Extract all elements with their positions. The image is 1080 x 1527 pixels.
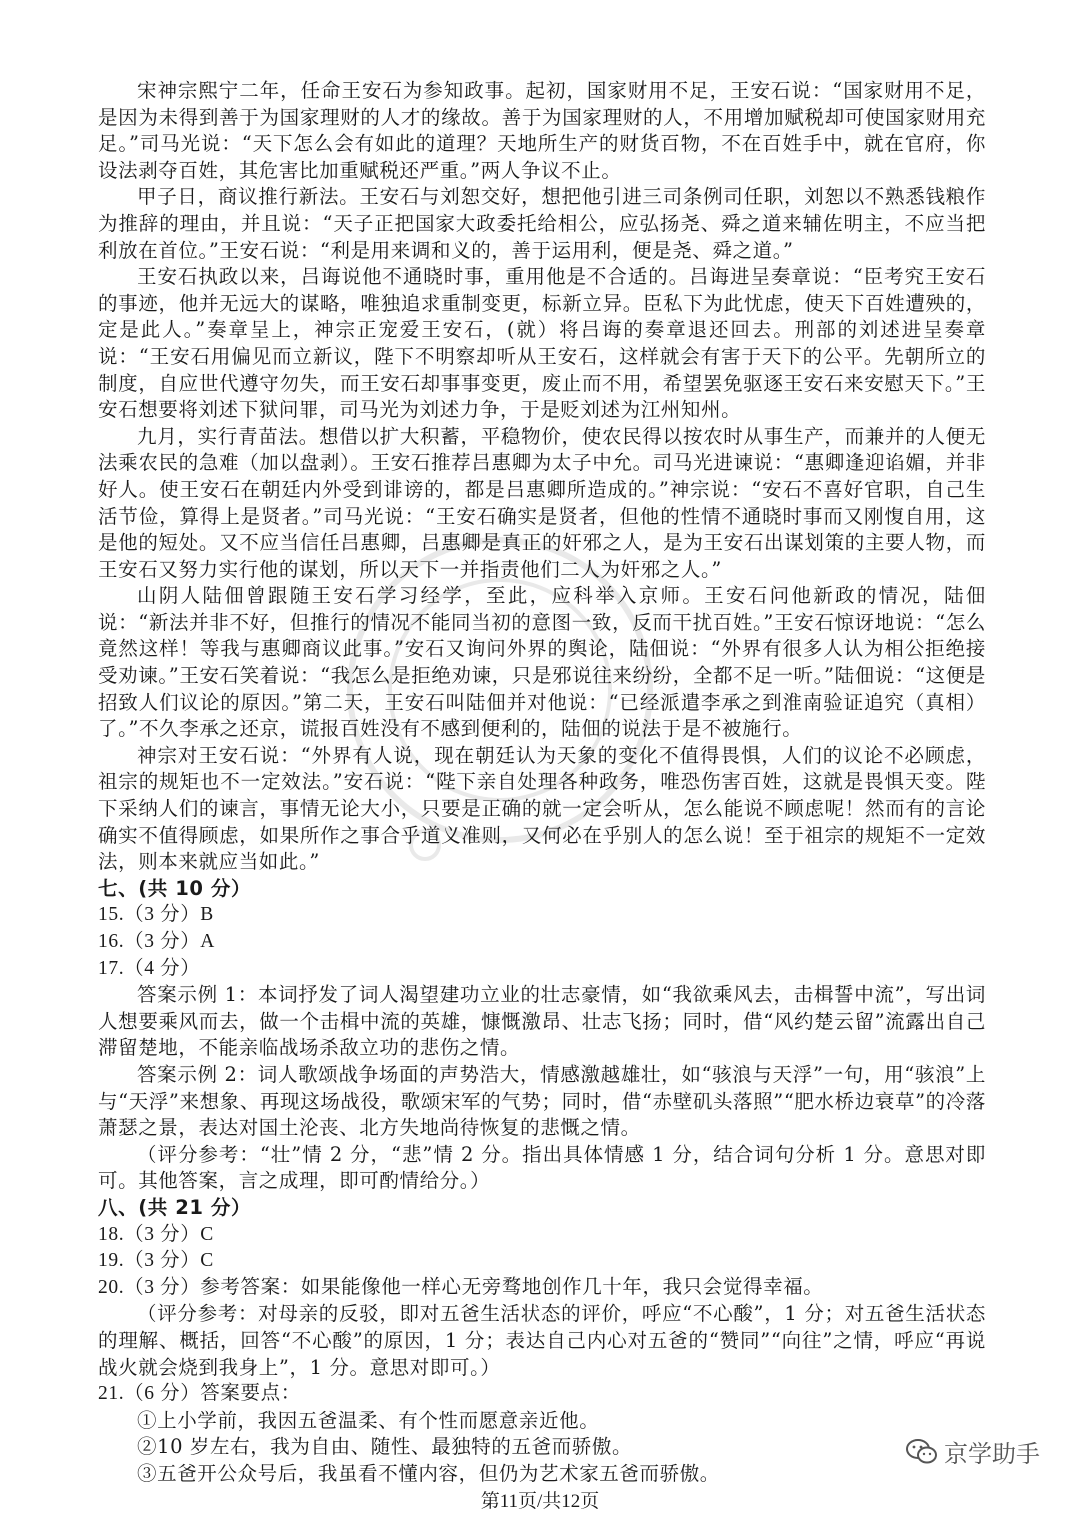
paragraph: （评分参考：“壮”情 2 分，“悲”情 2 分。指出具体情感 1 分，结合词句分析 1 分。意思对即可。其他答案，言之成理，即可酌情给分。） [98,1142,986,1193]
answer-point: ③五爸开公众号后，我虽看不懂内容，但仍为艺术家五爸而骄傲。 [137,1461,720,1485]
section-heading: 八、(共 21 分） [98,1195,252,1219]
paragraph: 山阴人陆佃曾跟随王安石学习经学，至此，应科举入京师。王安石问他新政的情况，陆佃说：“新法并非不好，但推行的情况不能同当初的意图一致，反而干扰百姓。”王安石惊讶地说：“怎么竟然这样！等我与惠卿商议此事。”安石又询问外界的舆论，陆佃说：“外界有很多人认为相公拒绝接受劝谏。”王安石笑着说：“我怎么是拒绝劝谏，只是邪说往来纷纷，全都不足一听。”陆佃说：“这便是招致人们议论的原因。”第二天，王安石叫陆佃并对他说：“已经派遣李承之到淮南验证追究（真相）了。”不久李承之还京，谎报百姓没有不感到便利的，陆佃的说法于是不被施行。 [98,584,986,741]
paragraph: 甲子日，商议推行新法。王安石与刘恕交好，想把他引进三司条例司任职，刘恕以不熟悉钱粮作为推辞的理由，并且说：“天子正把国家大政委托给相公，应弘扬尧、舜之道来辅佐明主，不应当把利放在首位。”王安石说：“利是用来调和义的，善于运用利，便是尧、舜之道。” [98,185,986,262]
answer-item: 19.（3 分）C [98,1250,214,1272]
answer-item: 18.（3 分）C [98,1223,214,1245]
answer-item: 15.（3 分）B [98,904,214,926]
answer-point: ①上小学前，我因五爸温柔、有个性而愿意亲近他。 [137,1408,600,1432]
paragraph: 答案示例 1：本词抒发了词人渴望建功立业的壮志豪情，如“我欲乘风去，击楫誓中流”，写出词人想要乘风而去，做一个击楫中流的英雄，慷慨激昂、壮志飞扬；同时，借“风约楚云留”流露出自己滞留楚地，不能亲临战场杀敌立功的悲伤之情。 [98,983,986,1060]
answer-point: ②10 岁左右，我为自由、随性、最独特的五爸而骄傲。 [137,1435,633,1459]
paragraph: （评分参考：对母亲的反驳，即对五爸生活状态的评价，呼应“不心酸”，1 分；对五爸生活状态的理解、概括，回答“不心酸”的原因，1 分；表达自己内心对五爸的“赞同”“向往”之情，呼应“再说战火就会烧到我身上”，1 分。意思对即可。） [98,1302,986,1379]
paragraph: 神宗对王安石说：“外界有人说，现在朝廷认为天象的变化不值得畏惧，人们的议论不必顾虑，祖宗的规矩也不一定效法。”安石说：“陛下亲自处理各种政务，唯恐伤害百姓，这就是畏惧天变。陛下采纳人们的谏言，事情无论大小，只要是正确的就一定会听从，怎么能说不顾虑呢！然而有的言论确实不值得顾虑，如果所作之事合乎道义准则，又何必在乎别人的怎么说！至于祖宗的规矩不一定效法，则本来就应当如此。” [98,743,986,874]
page-footer: 第11页/共12页 [480,1491,600,1512]
paragraph: 王安石执政以来，吕诲说他不通晓时事，重用他是不合适的。吕诲进呈奏章说：“臣考究王安石的事迹，他并无远大的谋略，唯独追求重制变更，标新立异。臣私下为此忧虑，使天下百姓遭殃的，定是此人。”奏章呈上，神宗正宠爱王安石，(就）将吕诲的奏章退还回去。刑部的刘述进呈奏章说：“王安石用偏见而立新议，陛下不明察却听从王安石，这样就会有害于天下的公平。先朝所立的制度，自应世代遵守勿失，而王安石却事事变更，废止而不用，希望罢免驱逐王安石来安慰天下。”王安石想要将刘述下狱问罪，司马光为刘述力争，于是贬刘述为江州知州。 [98,265,986,422]
answer-item: 20.（3 分）参考答案：如果能像他一样心无旁骛地创作几十年，我只会觉得幸福。 [98,1276,824,1298]
brand-mark [906,1434,1040,1469]
answer-item: 21.（6 分）答案要点： [98,1383,301,1405]
paragraph: 答案示例 2：词人歌颂战争场面的声势浩大，情感激越雄壮，如“骇浪与天浮”一句，用“骇浪”上与“天浮”来想象、再现这场战役，歌颂宋军的气势；同时，借“赤壁矶头落照”“肥水桥边衰草”的冷落萧瑟之景，表达对国土沦丧、北方失地尚待恢复的悲慨之情。 [98,1062,986,1140]
answer-item: 16.（3 分）A [98,931,215,952]
section-heading: 七、(共 10 分） [98,876,252,900]
paragraph: 宋神宗熙宁二年，任命王安石为参知政事。起初，国家财用不足，王安石说：“国家财用不足，是因为未得到善于为国家理财的人才的缘故。善于为国家理财的人，不用增加赋税却可使国家财用充足。”司马光说：“天下怎么会有如此的道理？天地所生产的财货百物，不在百姓手中，就在官府，你设法剥夺百姓，其危害比加重赋税还严重。”两人争议不止。 [98,79,986,182]
paragraph: 九月，实行青苗法。想借以扩大积蓄，平稳物价，使农民得以按农时从事生产，而兼并的人便无法乘农民的急难（加以盘剥）。王安石推荐吕惠卿为太子中允。司马光进谏说：“惠卿逢迎谄媚，并非好人。使王安石在朝廷内外受到诽谤的，都是吕惠卿所造成的。”神宗说：“安石不喜好官职，自己生活节俭，算得上是贤者。”司马光说：“王安石确实是贤者，但他的性情不通晓时事而又刚愎自用，这是他的短处。又不应当信任吕惠卿，吕惠卿是真正的奸邪之人，是为王安石出谋划策的主要人物，而王安石又努力实行他的谋划，所以天下一并指责他们二人为奸邪之人。” [98,424,986,581]
document-body [98,78,986,1487]
wechat-icon [906,1438,938,1466]
brand-label: 京学助手 [944,1440,1040,1468]
answer-item: 17.（4 分） [98,957,201,979]
